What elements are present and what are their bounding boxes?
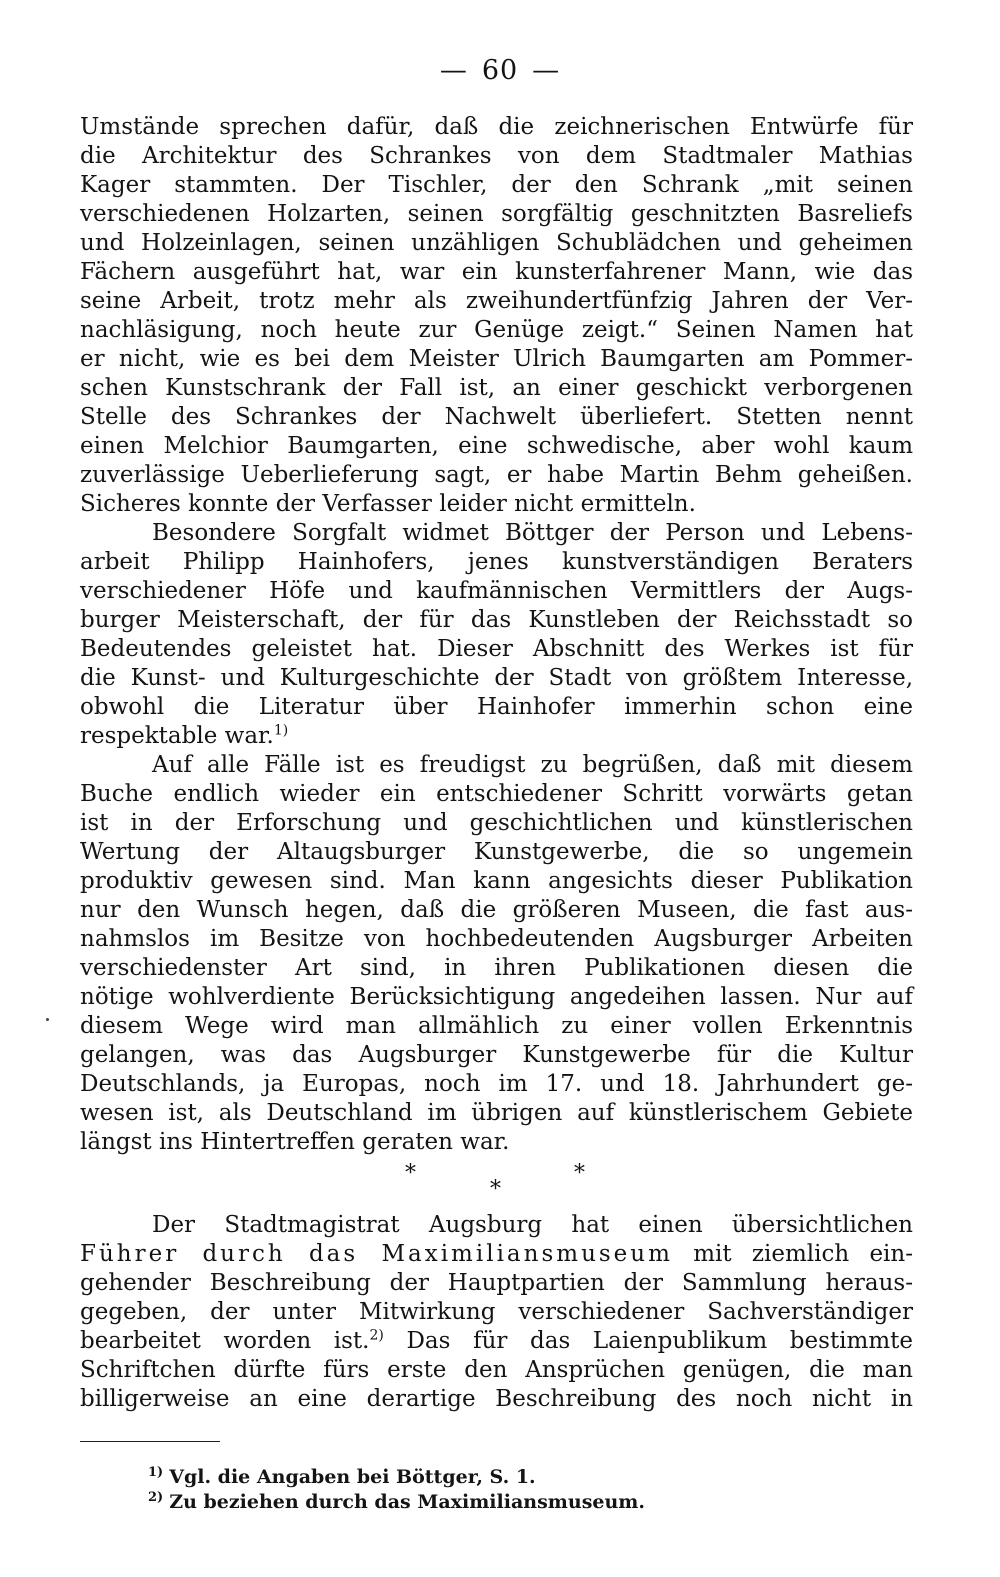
text-line: ist in der Erforschung und geschichtlichen und künstlerischen [80, 810, 913, 836]
text-line: seine Arbeit, trotz mehr als zweihundertfünfzig Jahren der Ver- [80, 288, 913, 314]
text-line: Fächern ausgeführt hat, war ein kunsterfahrener Mann, wie das [80, 259, 913, 285]
text-line: zuverlässige Ueberlieferung sagt, er habe Martin Behm geheißen. [80, 462, 913, 488]
text-line: nahmslos im Besitze von hochbedeutenden Augsburger Arbeiten [80, 926, 913, 952]
text-line: die Architektur des Schrankes von dem Stadtmaler Mathias [80, 143, 913, 169]
text-line: billigerweise an eine derartige Beschreibung des noch nicht in [80, 1386, 913, 1412]
paragraph-1 [80, 113, 913, 519]
text-fragment: Das für das Laienpublikum bestimmte [383, 1328, 914, 1354]
text-line: gegeben, der unter Mitwirkung verschiedener Sachverständiger [80, 1299, 913, 1325]
separator-star-left: * [405, 1161, 416, 1186]
text-line: Sicheres konnte der Verfasser leider nicht ermitteln. [80, 491, 696, 517]
text-line [80, 722, 913, 751]
text-line: längst ins Hintertreffen geraten war. [80, 1129, 510, 1155]
text-line: arbeit Philipp Hainhofers, jenes kunstverständigen Beraters [80, 549, 913, 575]
footnote-text: Zu beziehen durch das Maximiliansmuseum. [169, 1491, 646, 1513]
text-fragment: bearbeitet worden ist. [80, 1328, 370, 1354]
text-line: Stelle des Schrankes der Nachwelt überliefert. Stetten nennt [80, 404, 913, 430]
page-number-header [0, 55, 1000, 86]
paragraph-4 [80, 1211, 913, 1414]
page-number-dash-right: — [532, 55, 561, 86]
text-line: nötige wohlverdiente Berücksichtigung angedeihen lassen. Nur auf [80, 984, 913, 1010]
text-line: Deutschlands, ja Europas, noch im 17. und 18. Jahrhundert ge- [80, 1071, 913, 1097]
text-line: gehender Beschreibung der Hauptpartien der Sammlung heraus- [80, 1270, 913, 1296]
text-line: Auf alle Fälle ist es freudigst zu begrüßen, daß mit diesem [152, 752, 913, 778]
text-line: nur den Wunsch hegen, daß die größeren Museen, die fast aus- [80, 897, 913, 923]
text-line: er nicht, wie es bei dem Meister Ulrich Baumgarten am Pommer- [80, 346, 913, 372]
text-line: gelangen, was das Augsburger Kunstgewerbe für die Kultur [80, 1042, 913, 1068]
text-line: nachläsigung, noch heute zur Genüge zeigt.“ Seinen Namen hat [80, 317, 913, 343]
paragraph-2 [80, 519, 913, 751]
margin-mark [46, 1018, 49, 1021]
text-line: obwohl die Literatur über Hainhofer immerhin schon eine [80, 694, 913, 720]
text-line: produktiv gewesen sind. Man kann angesichts dieser Publikation [80, 868, 913, 894]
footnote-2 [148, 1490, 848, 1514]
section-separator [80, 1157, 913, 1211]
text-line: Wertung der Altaugsburger Kunstgewerbe, die so ungemein [80, 839, 913, 865]
footnote-rule [80, 1441, 220, 1442]
separator-star-center: * [490, 1177, 501, 1202]
text-line: schen Kunstschrank der Fall ist, an einer geschickt verborgenen [80, 375, 913, 401]
text-line: verschiedenen Holzarten, seinen sorgfältig geschnitzten Basreliefs [80, 201, 913, 227]
text-line: Schriftchen dürfte fürs erste den Ansprüchen genügen, die man [80, 1357, 913, 1383]
footnote-ref-2: 2) [369, 1327, 384, 1344]
footnote-marker: 1) [148, 1464, 164, 1480]
spaced-title: Führer durch das Maximiliansmuseum [80, 1241, 673, 1267]
footnote-1 [148, 1465, 848, 1489]
page-number: 60 [481, 55, 519, 86]
text-line: wesen ist, als Deutschland im übrigen auf künstlerischem Gebiete [80, 1100, 913, 1126]
text-line: einen Melchior Baumgarten, eine schwedische, aber wohl kaum [80, 433, 913, 459]
separator-star-right: * [574, 1161, 585, 1186]
footnote-text: Vgl. die Angaben bei Böttger, S. 1. [169, 1466, 536, 1488]
text-line: Der Stadtmagistrat Augsburg hat einen übersichtlichen [152, 1212, 913, 1238]
text-line [80, 1240, 913, 1269]
page-number-dash-left: — [439, 55, 468, 86]
text-line: Buche endlich wieder ein entschiedener Schritt vorwärts getan [80, 781, 913, 807]
text-line: Besondere Sorgfalt widmet Böttger der Person und Lebens- [152, 520, 913, 546]
text-line: burger Meisterschaft, der für das Kunstleben der Reichsstadt so [80, 607, 913, 633]
text-line: die Kunst- und Kulturgeschichte der Stadt von größtem Interesse, [80, 665, 913, 691]
text-line: und Holzeinlagen, seinen unzähligen Schublädchen und geheimen [80, 230, 913, 256]
page-body [80, 113, 913, 1414]
text-fragment: respektable war. [80, 723, 274, 749]
footnote-marker: 2) [148, 1489, 164, 1505]
text-line: diesem Wege wird man allmählich zu einer vollen Erkenntnis [80, 1013, 913, 1039]
footnote-ref-1: 1) [273, 722, 289, 739]
text-line: verschiedener Höfe und kaufmännischen Vermittlers der Augs- [80, 578, 913, 604]
text-line: Umstände sprechen dafür, daß die zeichnerischen Entwürfe für [80, 114, 913, 140]
text-fragment: mit ziemlich ein- [672, 1241, 913, 1267]
text-line: Kager stammten. Der Tischler, der den Schrank „mit seinen [80, 172, 913, 198]
text-line: Bedeutendes geleistet hat. Dieser Abschnitt des Werkes ist für [80, 636, 913, 662]
text-line [80, 1327, 913, 1356]
paragraph-3 [80, 751, 913, 1157]
text-line: verschiedenster Art sind, in ihren Publikationen diesen die [80, 955, 913, 981]
